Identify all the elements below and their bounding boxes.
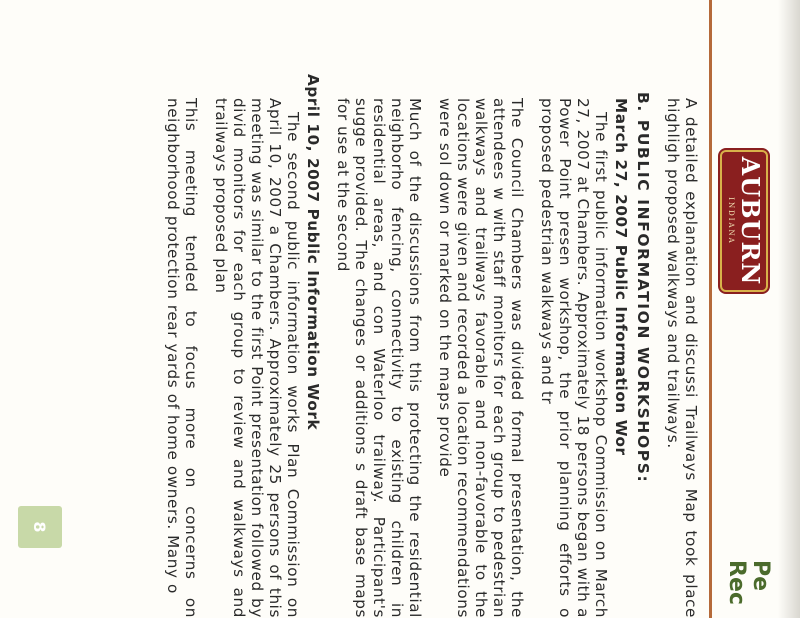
- section-heading: B. PUBLIC INFORMATION WORKSHOPS:: [634, 92, 652, 484]
- intro-paragraph: A detailed explanation and discussi Trailways Map took place highligh proposed walkways and trailways.: [664, 98, 700, 618]
- document-body: [152, 74, 700, 618]
- section-title-line1: Pe: [748, 560, 773, 592]
- workshop1-heading: March 27, 2007 Public Information Wor: [612, 98, 630, 456]
- workshop1-paragraph3: Much of the discussions from this protecting the residential neighborho fencing, connectivity to existing children in residential areas, and con Waterloo trailway. Participant's sugge provided. The changes or additions s draft base maps for use at the second: [334, 98, 424, 618]
- section-title: [724, 560, 772, 605]
- logo-name: AUBURN: [736, 156, 765, 286]
- logo-state: INDIANA: [727, 197, 735, 245]
- workshop1-paragraph1: The first public information workshop Commission on March 27, 2007 at Chambers. Approximately 18 persons began with a Power Point presen workshop, the prior planning efforts o proposed pedestrian walkways and tr: [538, 98, 610, 618]
- page-number: 8: [18, 506, 62, 548]
- header-divider: [709, 0, 712, 618]
- workshop1-paragraph2: The Council Chambers was divided formal presentation, the attendees w with staff monitors for each group to pedestrian walkways and trailways favorable and non-favorable to the locations were given and recorded a location recommendations were sol down or marked on the maps provide: [436, 98, 526, 618]
- workshop2-paragraph2: This meeting tended to focus more on concerns on neighborhood protection rear yards of home owners. Many o: [164, 98, 200, 618]
- workshop2-paragraph1: The second public information works Plan Commission on April 10, 2007 a Chambers. Approximately 25 persons of this meeting was similar to the first Point presentation followed by divid monitors for each group to review and walkways and trailways proposed plan: [212, 98, 302, 618]
- scan-edge-shadow: [778, 0, 800, 618]
- workshop2-heading: April 10, 2007 Public Information Work: [304, 74, 322, 431]
- auburn-logo: [720, 150, 768, 292]
- section-title-line2: Rec: [724, 560, 749, 605]
